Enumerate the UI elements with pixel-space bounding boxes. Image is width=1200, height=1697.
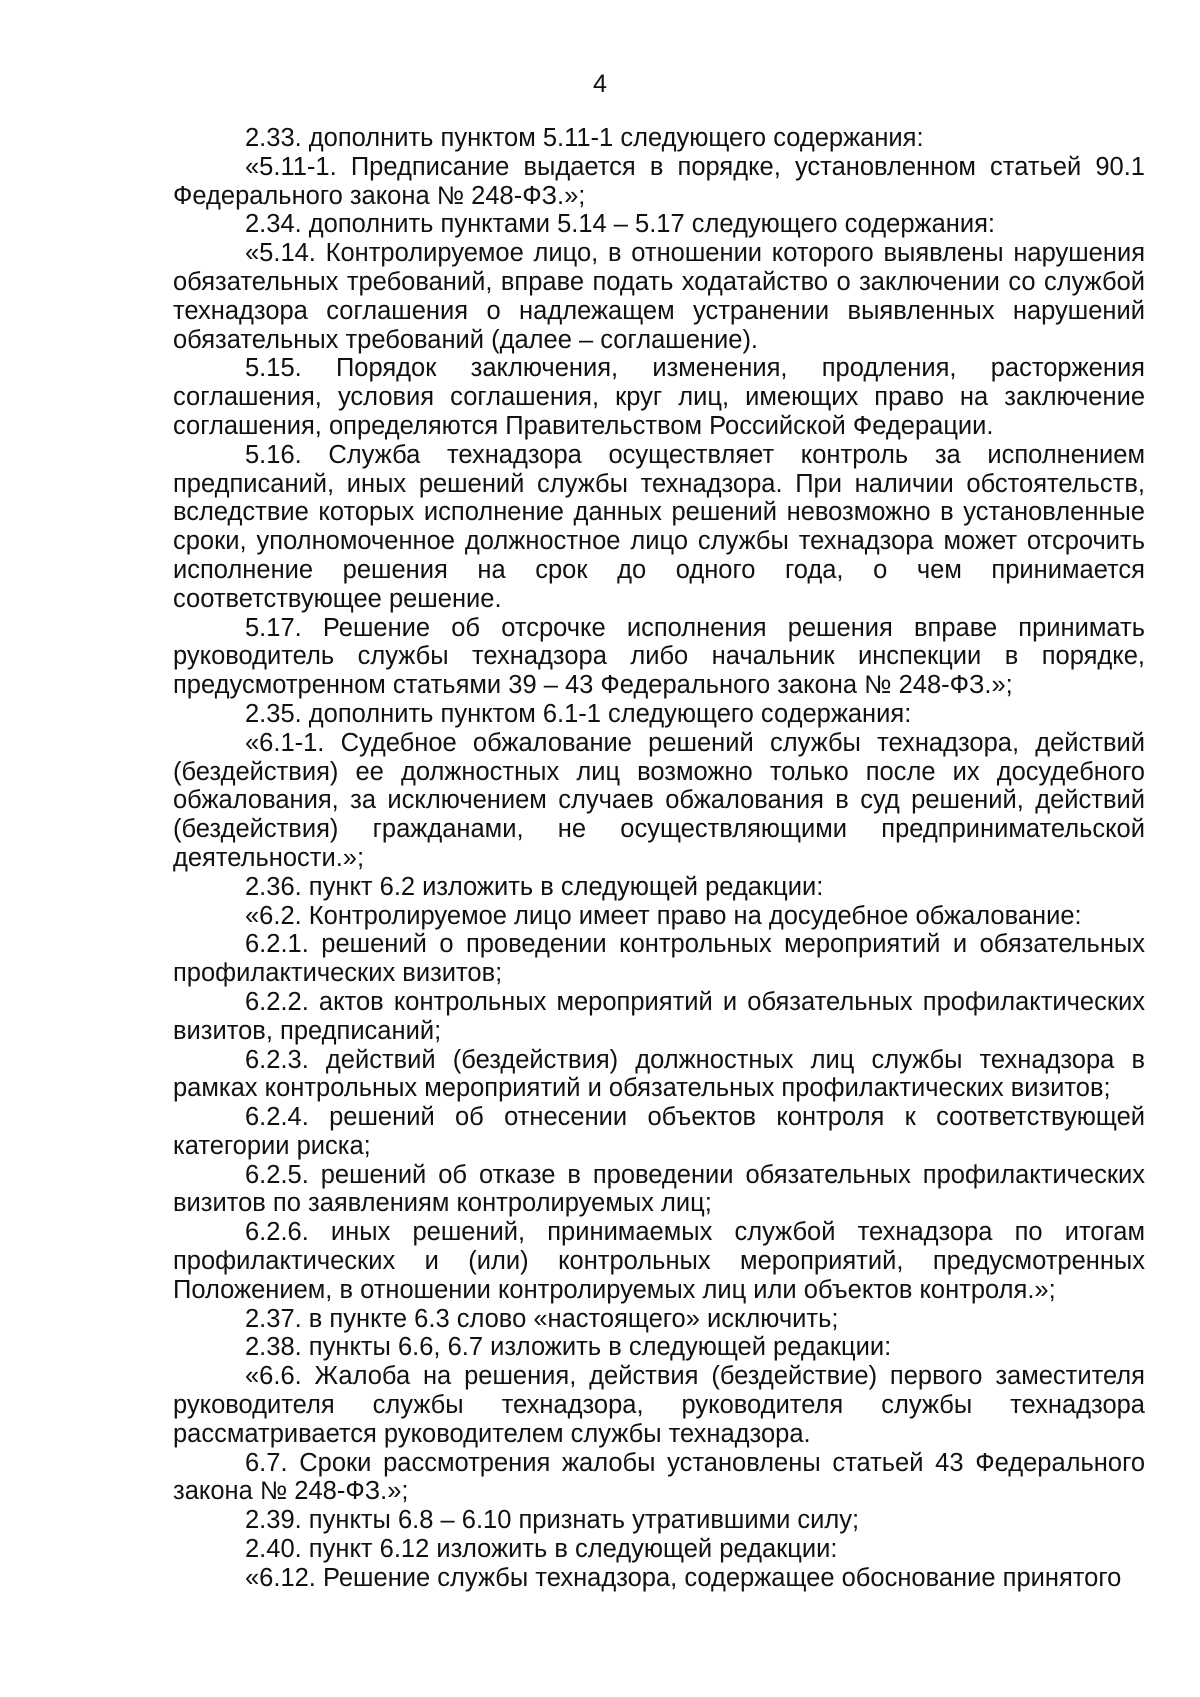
paragraph-6-1-1: «6.1-1. Судебное обжалование решений службы технадзора, действий (бездействия) ее должностных лиц возможно только после их досудебного обжалования, за исключением случаев обжалования в суд решений, действий (бездействия) гражданами, не осуществляющими предпринимательской деятельности.»;: [173, 728, 1145, 872]
paragraph-6-2-4: 6.2.4. решений об отнесении объектов контроля к соответствующей категории риска;: [173, 1103, 1145, 1160]
paragraph-5-17: 5.17. Решение об отсрочке исполнения решения вправе принимать руководитель службы технадзора либо начальник инспекции в порядке, предусмотренном статьями 39 – 43 Федерального закона № 248-ФЗ.»;: [173, 613, 1145, 700]
paragraph-5-15: 5.15. Порядок заключения, изменения, продления, расторжения соглашения, условия соглашения, круг лиц, имеющих право на заключение соглашения, определяются Правительством Российской Федерации.: [173, 354, 1145, 440]
paragraph-6-2-6: 6.2.6. иных решений, принимаемых службой технадзора по итогам профилактических и (или) контрольных мероприятий, предусмотренных Положением, в отношении контролируемых лиц или объектов контроля.»;: [173, 1218, 1145, 1304]
paragraph-2-36: 2.36. пункт 6.2 изложить в следующей редакции:: [245, 872, 824, 901]
paragraph-5-16: 5.16. Служба технадзора осуществляет контроль за исполнением предписаний, иных решений службы технадзора. При наличии обстоятельств, вследствие которых исполнение данных решений невозможно в установленные сроки, уполномоченное должностное лицо службы технадзора может отсрочить исполнение решения на срок до одного года, о чем принимается соответствующее решение.: [173, 440, 1145, 613]
paragraph-2-35: 2.35. дополнить пунктом 6.1-1 следующего содержания:: [245, 699, 912, 728]
document-body: [173, 124, 1145, 1593]
paragraph-6-2-5: 6.2.5. решений об отказе в проведении обязательных профилактических визитов по заявлениям контролируемых лиц;: [173, 1160, 1145, 1218]
paragraph-2-34: 2.34. дополнить пунктами 5.14 – 5.17 следующего содержания:: [245, 210, 996, 239]
paragraph-2-33: 2.33. дополнить пунктом 5.11-1 следующего содержания:: [245, 124, 924, 152]
paragraph-6-6: «6.6. Жалоба на решения, действия (бездействие) первого заместителя руководителя службы технадзора, руководителя службы технадзора рассматривается руководителем службы технадзора.: [173, 1362, 1145, 1448]
paragraph-6-2-1: 6.2.1. решений о проведении контрольных мероприятий и обязательных профилактических визитов;: [173, 930, 1145, 988]
paragraph-2-38: 2.38. пункты 6.6, 6.7 изложить в следующей редакции:: [245, 1333, 892, 1362]
paragraph-6-12: «6.12. Решение службы технадзора, содержащее обоснование принятого: [245, 1563, 1122, 1592]
paragraph-6-2: «6.2. Контролируемое лицо имеет право на досудебное обжалование:: [245, 901, 1082, 930]
paragraph-6-2-2: 6.2.2. актов контрольных мероприятий и обязательных профилактических визитов, предписаний;: [173, 987, 1145, 1045]
paragraph-6-7: 6.7. Сроки рассмотрения жалобы установлены статьей 43 Федерального закона № 248-ФЗ.»;: [173, 1448, 1145, 1506]
page-number: 4: [593, 70, 607, 98]
paragraph-2-39: 2.39. пункты 6.8 – 6.10 признать утратившими силу;: [245, 1506, 860, 1535]
paragraph-5-11-1: «5.11-1. Предписание выдается в порядке, установленном статьей 90.1 Федерального закона № 248-ФЗ.»;: [173, 152, 1145, 210]
paragraph-5-14: «5.14. Контролируемое лицо, в отношении которого выявлены нарушения обязательных требований, вправе подать ходатайство о заключении со службой технадзора соглашения о надлежащем устранении выявленных нарушений обязательных требований (далее – соглашение).: [173, 239, 1145, 354]
paragraph-2-40: 2.40. пункт 6.12 изложить в следующей редакции:: [245, 1535, 838, 1564]
paragraph-6-2-3: 6.2.3. действий (бездействия) должностных лиц службы технадзора в рамках контрольных мероприятий и обязательных профилактических визитов;: [173, 1045, 1145, 1103]
paragraph-2-37: 2.37. в пункте 6.3 слово «настоящего» исключить;: [245, 1304, 839, 1333]
